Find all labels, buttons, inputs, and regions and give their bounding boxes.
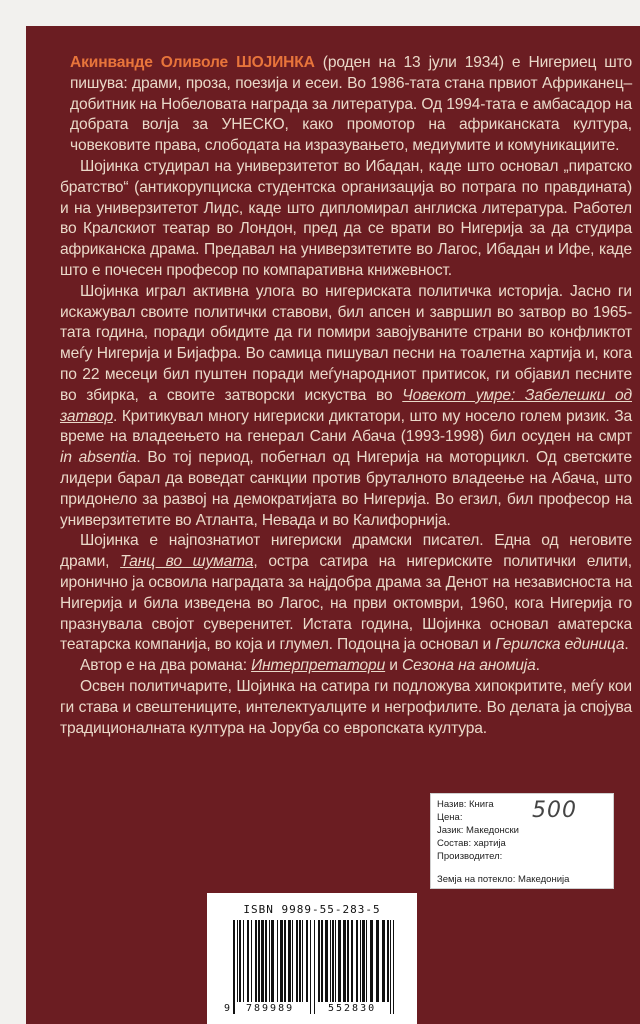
novel-title-1: Интерпретатори: [251, 657, 386, 675]
barcode-bar: [296, 920, 298, 1002]
barcode-bar: [382, 920, 385, 1002]
barcode-bar: [237, 920, 238, 1002]
novel-title-2: Сезона на аномија: [402, 657, 536, 675]
barcode-bar: [269, 920, 270, 1002]
barcode-digit-first: 9: [224, 1003, 231, 1014]
barcode-bar: [261, 920, 264, 1002]
barcode-bar: [314, 920, 315, 1014]
bio-paragraph-6: Освен политичарите, Шојинка на сатира ги подложува хипокритите, меѓу кои ги става и свештениците, интелектуалците и негрофилите. Во делата ја спојува традиционалната култура на Јоруба со европската култура.: [60, 677, 632, 737]
isbn-barcode: [207, 893, 417, 1024]
author-name: Акинванде Оливоле ШОЈИНКА: [70, 54, 315, 71]
barcode-bar: [255, 920, 257, 1002]
barcode-bars: [223, 920, 401, 1014]
barcode-bar: [310, 920, 311, 1014]
barcode-bar: [292, 920, 293, 1002]
bio-paragraph-1: Акинванде Оливоле ШОЈИНКА (роден на 13 јули 1934) е Нигериец што пишува: драми, проза, поезија и есеи. Во 1986-тата стана првиот Африканец–добитник на Нобеловата награда за литература. Од 1994-тата е амбасадор на добрата волја за УНЕСКО, како промотор на африканската култура, човековите права, слободата на изразувањето, медиумите и комуникациите.: [70, 54, 632, 155]
handwritten-price: 500: [532, 798, 577, 823]
barcode-digits-left: 789989: [246, 1003, 295, 1014]
barcode-bar: [343, 920, 346, 1002]
play-title-2: Герилска единица: [495, 636, 625, 654]
barcode-bar: [347, 920, 349, 1002]
book-title: Човекот умре: Забелешки од затвор: [60, 386, 632, 425]
label-row: Земја на потекло: Македонија: [437, 874, 570, 885]
bio-paragraph-2: Шојинка студирал на универзитетот во Ибадан, каде што основал „пиратско братство“ (антикорупциска студентска организација во потрага по правдината) и на универзитетот Лидс, каде што дипломирал англиска литература. Работел во Кралскиот театар во Лондон, пред да се врати во Нигерија за да студира африканска драма. Предавал на универзитетите во Лагос, Ибадан и Ифе, каде што е почесен професор по компаративна книжевност.: [60, 157, 632, 279]
barcode-bar: [284, 920, 286, 1002]
bio-paragraph-3: Шојинка играл активна улога во нигериската политичка историја. Јасно ги искажувал своите политички ставови, бил апсен и завршил во затвор во 1965-тата година, поради обидите да ги помири завојуваните страни во конфликтот меѓу Нигерија и Бијафра. Во самица пишувал песни на тоалетна хартија и, кога по 22 месеци бил пуштен поради меѓународниот притисок, ги објавил песните во збирка, а своите затворски искуства во Човекот умре: Забелешки од затвор. Критикувал многу нигериски диктатори, што му носело голем ризик. За време на владеењето на генерал Сани Абача (1993-1998) бил осуден на смрт in absentia. Во тој период, побегнал од Нигерија на моторцикл. Од светските лидери барал да воведат санкции против бруталното владеење на Абача, што придонело за развој на демократијата во Нигерија. Во егзил, бил професор на универзитетите во Атланта, Невада и во Калифорнија.: [60, 282, 632, 529]
barcode-bar: [356, 920, 358, 1002]
barcode-bar: [306, 920, 308, 1002]
barcode-bar: [321, 920, 323, 1002]
barcode-bar: [243, 920, 244, 1002]
barcode-bar: [271, 920, 274, 1002]
barcode-bar: [338, 920, 341, 1002]
barcode-bar: [251, 920, 252, 1002]
barcode-bar: [332, 920, 334, 1002]
label-row: Јазик: Македонски: [437, 825, 519, 836]
barcode-bar: [318, 920, 320, 1002]
label-row: Состав: хартија: [437, 838, 506, 849]
barcode-bar: [288, 920, 291, 1002]
barcode-bar: [366, 920, 367, 1002]
barcode-bar: [299, 920, 301, 1002]
barcode-bar: [258, 920, 260, 1002]
barcode-bar: [277, 920, 278, 1002]
latin-phrase: in absentia: [60, 449, 137, 467]
barcode-digits-right: 552830: [328, 1003, 377, 1014]
play-title: Танц во шумата: [120, 553, 254, 571]
barcode-bar: [247, 920, 249, 1002]
barcode-bar: [376, 920, 379, 1002]
barcode-bar: [325, 920, 328, 1002]
barcode-bar: [362, 920, 365, 1002]
barcode-bar: [330, 920, 331, 1002]
price-sticker: [430, 793, 614, 889]
barcode-bar: [280, 920, 283, 1002]
bio-paragraph-4: Шојинка е најпознатиот нигериски драмски писател. Една од неговите драми, Танц во шумата, остра сатира на нигериските политички елити, иронично ја освоила наградата за најдобра драма за Денот на независноста на Нигерија и била изведена во Лагос, на први октомври, 1960, кога Нигерија го празнувала својот суверенитет. Истата година, Шојинка основал аматерска театарска компанија, во која и глумел. Подоцна ја основал и Герилска единица.: [60, 532, 632, 654]
barcode-bar: [393, 920, 394, 1014]
barcode-bar: [233, 920, 235, 1014]
barcode-bar: [370, 920, 373, 1002]
barcode-bar: [239, 920, 241, 1002]
barcode-bar: [390, 920, 391, 1014]
label-row: Цена:: [437, 812, 463, 823]
isbn-text: ISBN 9989-55-283-5: [243, 903, 381, 916]
barcode-bar: [351, 920, 353, 1002]
author-biography: [60, 53, 632, 739]
barcode-bar: [335, 920, 336, 1002]
bio-paragraph-5: Автор е на два романа: Интерпретатори и Сезона на аномија.: [80, 657, 540, 675]
label-row: Назив: Книга: [437, 799, 494, 810]
barcode-bar: [265, 920, 267, 1002]
label-row: Производител:: [437, 851, 503, 862]
barcode-bar: [302, 920, 303, 1002]
barcode-bar: [387, 920, 389, 1002]
barcode-bar: [360, 920, 361, 1002]
